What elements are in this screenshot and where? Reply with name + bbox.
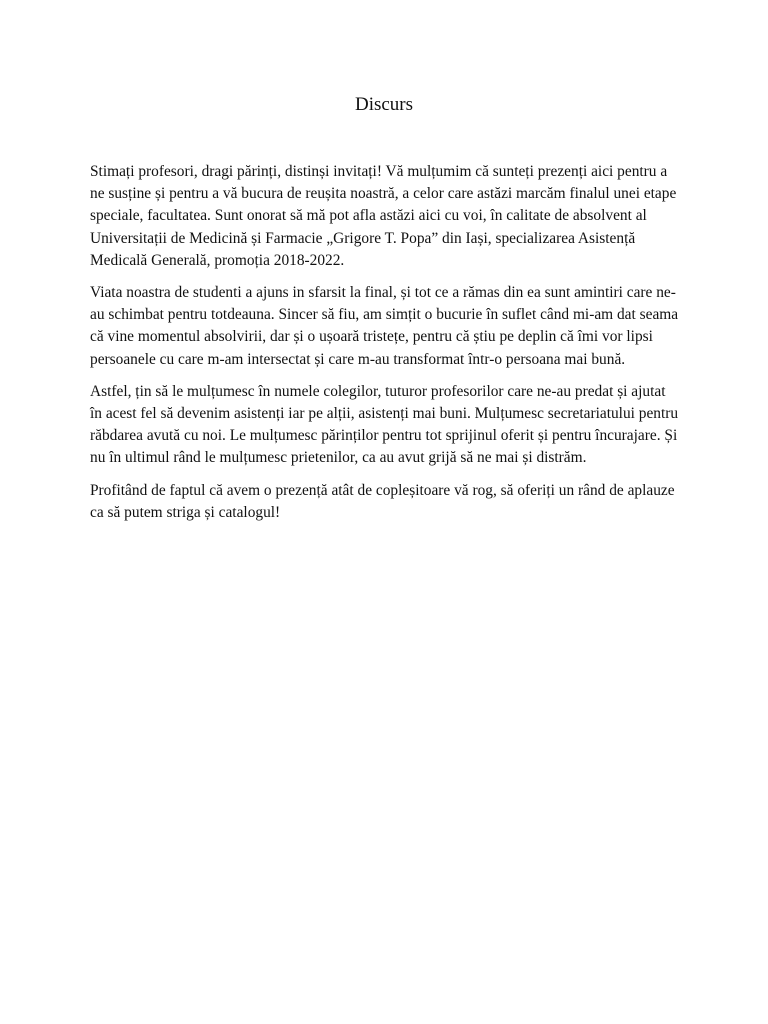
paragraph-3: Astfel, țin să le mulțumesc în numele colegilor, tuturor profesorilor care ne-au predat și ajutat în acest fel să devenim asistenți iar pe alții, asistenți mai buni. Mulțumesc secretariatului pentru răbdarea avută cu noi. Le mulțumesc părinților pentru tot sprijinul oferit și pentru încurajare. Și nu în ultimul rând le mulțumesc prietenilor, ca au avut grijă să ne mai și distrăm. xyxy=(90,382,679,467)
paragraph-2: Viata noastra de studenti a ajuns in sfarsit la final, și tot ce a rămas din ea sunt amintiri care ne-au schimbat pentru totdeauna. Sincer să fiu, am simțit o bucurie în suflet când mi-am dat seama că vine momentul absolvirii, dar și o ușoară tristețe, pentru că știu pe deplin că îmi vor lipsi persoanele cu care m-am intersectat și care m-au transformat într-o persoana mai bună. xyxy=(90,284,679,368)
document-body xyxy=(90,161,680,534)
paragraph-1: Stimați profesori, dragi părinți, distinși invitați! Vă mulțumim că sunteți prezenți aici pentru a ne susține și pentru a vă bucura de reușita noastră, a celor care astăzi marcăm finalul unei etape speciale, facultatea. Sunt onorat să mă pot afla astăzi aici cu voi, în calitate de absolvent al Universitații de Medicină și Farmacie „Grigore T. Popa” din Iași, specializarea Asistență Medicală Generală, promoția 2018-2022. xyxy=(90,163,677,269)
document-title: Discurs xyxy=(354,94,414,115)
paragraph-4: Profitând de faptul că avem o prezență atât de copleșitoare vă rog, să oferiți un rând de aplauze ca să putem striga și catalogul! xyxy=(90,481,675,521)
